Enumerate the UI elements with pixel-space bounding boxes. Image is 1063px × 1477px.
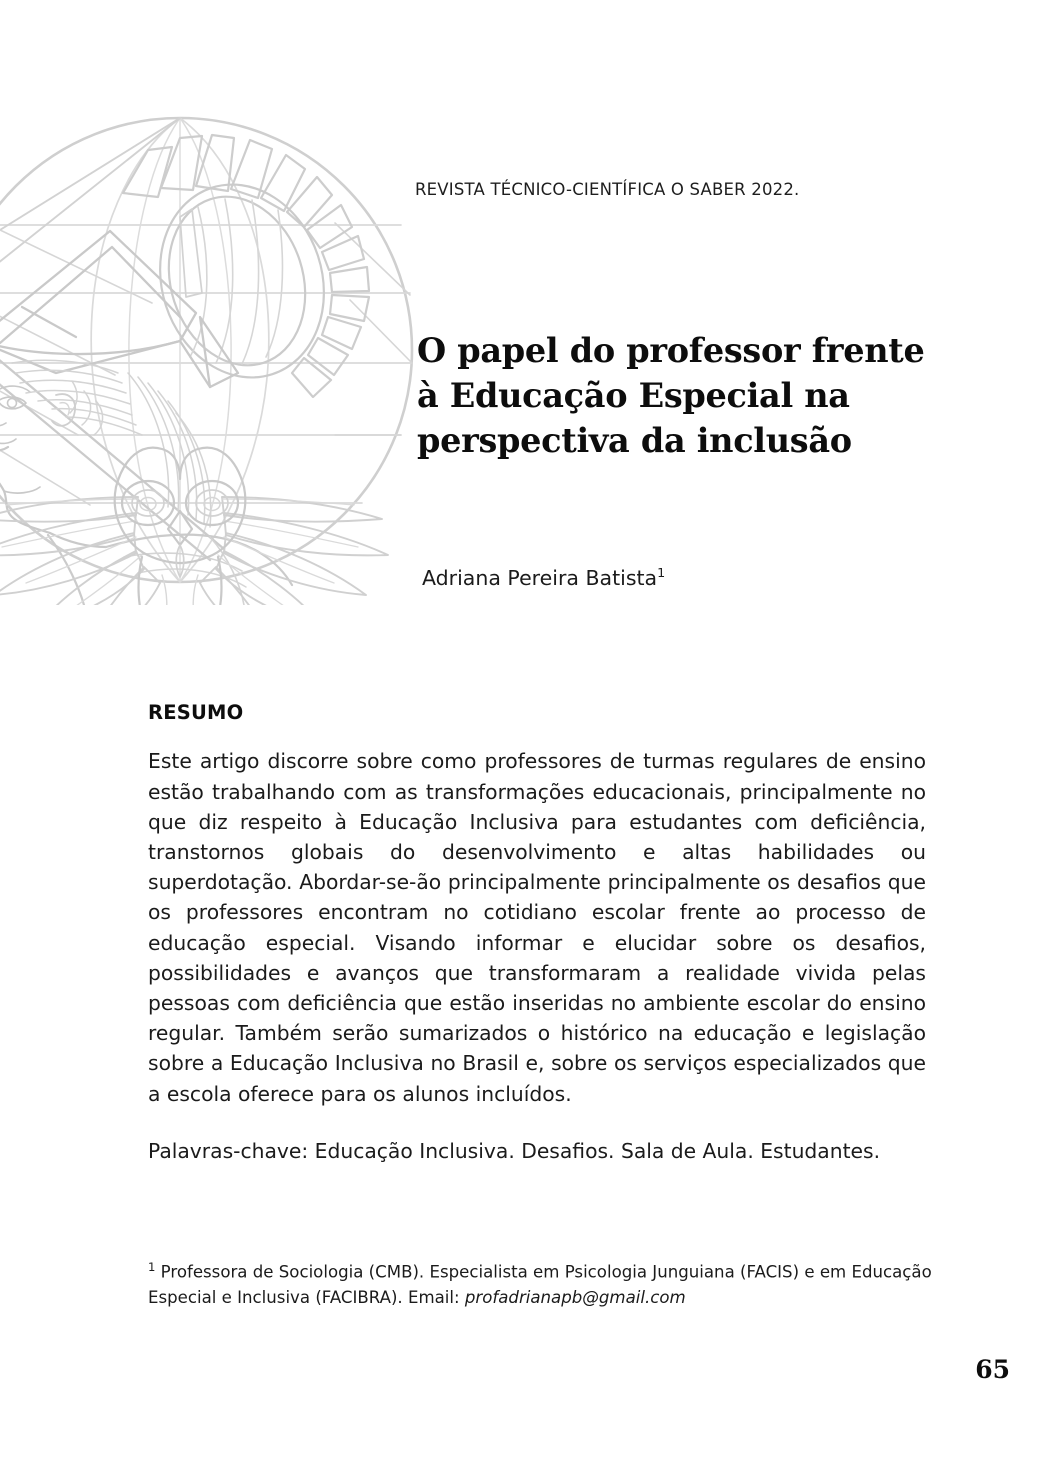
author-byline xyxy=(422,565,665,590)
article-title xyxy=(417,328,925,463)
footnote-email: profadrianapb@gmail.com xyxy=(464,1287,686,1307)
author-footnote xyxy=(148,1255,938,1310)
article-title-line-3: perspectiva da inclusão xyxy=(417,421,852,461)
abstract-section xyxy=(148,700,926,1186)
footnote-text: Professora de Sociologia (CMB). Especialista em Psicologia Junguiana (FACIS) e em Educação Especial e Inclusiva (FACIBRA). Email: xyxy=(148,1262,932,1307)
author-footnote-marker: 1 xyxy=(657,565,666,580)
abstract-heading: RESUMO xyxy=(148,701,244,724)
article-title-line-1: O papel do professor frente xyxy=(417,331,925,371)
keywords-line: Palavras-chave: Educação Inclusiva. Desafios. Sala de Aula. Estudantes. xyxy=(148,1138,881,1163)
journal-header-line: REVISTA TÉCNICO-CIENTÍFICA O SABER 2022. xyxy=(415,180,800,199)
abstract-body-text: Este artigo discorre sobre como professores de turmas regulares de ensino estão trabalhando com as transformações educacionais, principalmente no que diz respeito à Educação Inclusiva para estudantes com deficiência, transtornos globais do desenvolvimento e altas habilidades ou superdotação. Abordar-se-ão principalmente principalmente os desafios que os professores encontram no cotidiano escolar frente ao processo de educação especial. Visando informar e elucidar sobre os desafios, possibilidades e avanços que transformaram a realidade vivida pelas pessoas com deficiência que estão inseridas no ambiente escolar do ensino regular. Também serão sumarizados o histórico na educação e legislação sobre a Educação Inclusiva no Brasil e, sobre os serviços especializados que a escola oferece para os alunos incluídos. xyxy=(148,749,926,1106)
author-name: Adriana Pereira Batista xyxy=(422,565,658,590)
page-number: 65 xyxy=(975,1355,1010,1384)
footnote-marker: 1 xyxy=(148,1260,156,1274)
article-title-line-2: à Educação Especial na xyxy=(417,376,850,416)
